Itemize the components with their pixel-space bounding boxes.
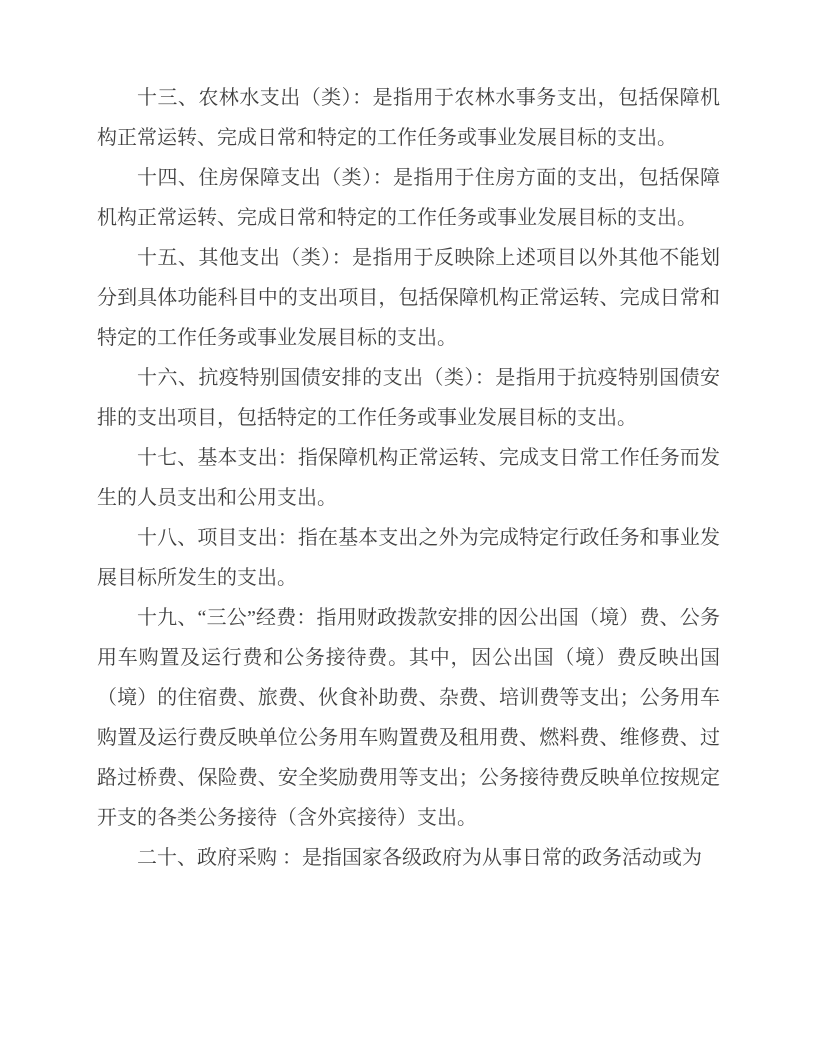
document-body xyxy=(97,78,720,878)
paragraph-item-13: 十三、农林水支出（类）：是指用于农林水事务支出，包括保障机构正常运转、完成日常和特定的工作任务或事业发展目标的支出。 xyxy=(97,87,720,149)
paragraph-item-14: 十四、住房保障支出（类）：是指用于住房方面的支出，包括保障机构正常运转、完成日常和特定的工作任务或事业发展目标的支出。 xyxy=(97,167,720,229)
paragraph-item-16: 十六、抗疫特别国债安排的支出（类）：是指用于抗疫特别国债安排的支出项目，包括特定的工作任务或事业发展目标的支出。 xyxy=(97,367,720,429)
paragraph-item-17: 十七、基本支出：指保障机构正常运转、完成支日常工作任务而发生的人员支出和公用支出。 xyxy=(97,447,720,509)
paragraph-item-19: 十九、“三公”经费：指用财政拨款安排的因公出国（境）费、公务用车购置及运行费和公务接待费。其中，因公出国（境）费反映出国（境）的住宿费、旅费、伙食补助费、杂费、培训费等支出；公务用车购置及运行费反映单位公务用车购置费及租用费、燃料费、维修费、过路过桥费、保险费、安全奖励费用等支出；公务接待费反映单位按规定开支的各类公务接待（含外宾接待）支出。 xyxy=(97,607,720,829)
paragraph-item-20: 二十、政府采购 ：是指国家各级政府为从事日常的政务活动或为 xyxy=(137,847,702,869)
paragraph-item-18: 十八、项目支出：指在基本支出之外为完成特定行政任务和事业发展目标所发生的支出。 xyxy=(97,527,720,589)
paragraph-item-15: 十五、其他支出（类）：是指用于反映除上述项目以外其他不能划分到具体功能科目中的支出项目，包括保障机构正常运转、完成日常和特定的工作任务或事业发展目标的支出。 xyxy=(97,247,720,349)
